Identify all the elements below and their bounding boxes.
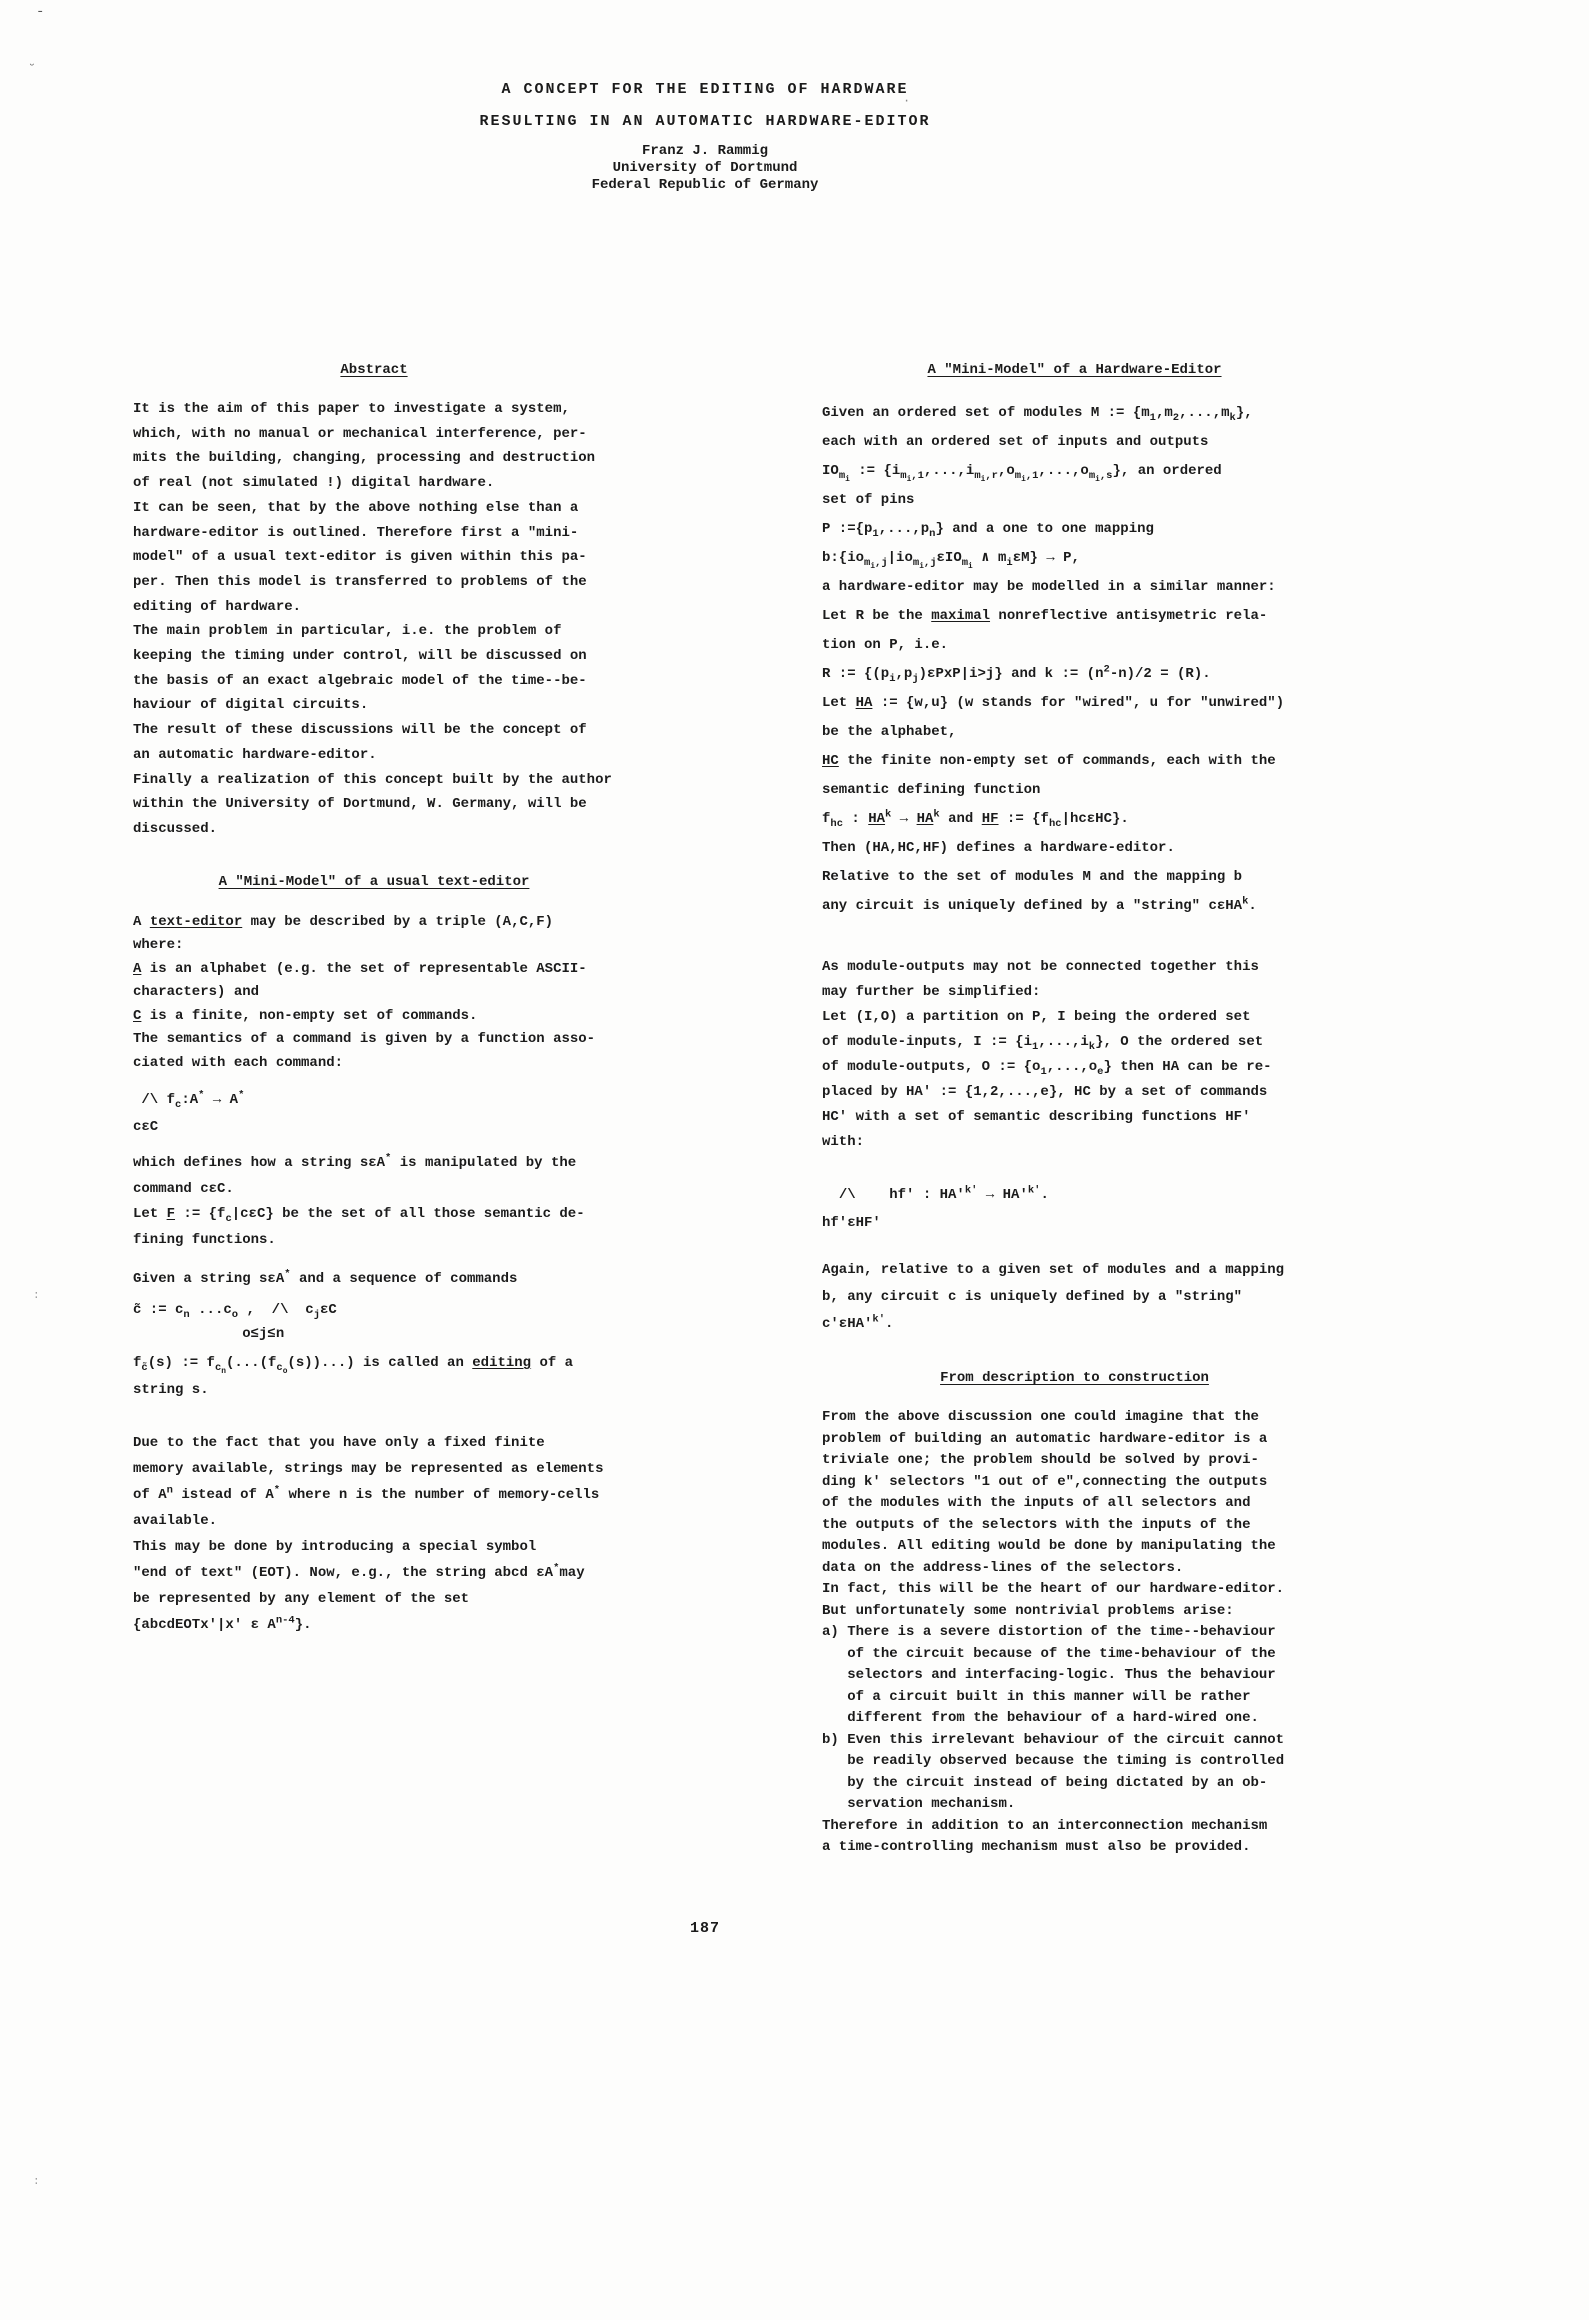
simplification-text: As module-outputs may not be connected together this may further be simplified: Let (I,O) a partition on P, I being the ordered set of module-inputs, I := $\{i_1,...,i_k\}$, O the ordered set of module-outputs, O := $\{o_1,...,o_e\}$ then HA can be re- placed by HA' := {1,2,...,e}, HC by a set of commands HC' with a set of semantic describing functions HF' with: xyxy=(822,959,1272,1150)
command-semantics-formula: /\ $f_c:A^* \to A^*$ cεC xyxy=(133,1089,245,1136)
abstract-heading: Abstract xyxy=(340,362,408,378)
left-column xyxy=(133,358,615,1638)
circuit-string-text: Again, relative to a given set of modules and a mapping b, any circuit c is uniquely defined by a "string" $c'\varepsilon HA'^{k'}$. xyxy=(822,1262,1285,1332)
page-number: 187 xyxy=(690,1920,721,1937)
paper-title-line2: RESULTING IN AN AUTOMATIC HARDWARE-EDITOR xyxy=(479,113,931,130)
hardware-editor-model-heading: A "Mini-Model" of a Hardware-Editor xyxy=(927,362,1222,378)
scan-artifact: - xyxy=(36,4,45,20)
author-name: Franz J. Rammig xyxy=(641,143,769,159)
string-manipulation-text: which defines how a string sεA* is manipulated by the command cεC. Let F := $\{f_c|c\varepsilon C\}$ be the set of all those semantic de- fining functions. xyxy=(133,1152,585,1248)
text-editor-model-heading: A "Mini-Model" of a usual text-editor xyxy=(218,873,530,890)
editing-definition: $f_{c̃}(s)$ := $f_{c_n}(...(f_{c_o}(s))...)$ is called an editing of a string s. xyxy=(133,1354,574,1398)
right-column xyxy=(822,358,1327,1859)
scan-artifact: · xyxy=(903,94,911,108)
memory-representation-text: Due to the fact that you have only a fixed finite memory available, strings may be represented as elements of $A^n$ istead of A* where n is the number of memory-cells available. This may be done by introducing a special symbol "end of text" (EOT). Now, e.g., the string abcd εA*may be represented by any element of the set {abcdEOTx'|x' ε $A^{n-4}$}. xyxy=(133,1434,604,1633)
affiliation-university: University of Dortmund xyxy=(612,160,798,176)
abstract-text: It is the aim of this paper to investigate a system, which, with no manual or mechanical interference, per- mits the building, changing, processing and destruction of real (not simulated !) digital hardware. It can be seen, that by the above nothing else than a hardware-editor is outlined. Therefore first a "mini- model" of a usual text-editor is given within this pa- per. Then this model is transferred to problems of the editing of hardware. The main problem in particular, i.e. the problem of keeping the timing under control, will be discussed on the basis of an exact algebraic model of the time--be- haviour of digital circuits. The result of these discussions will be the concept of an automatic hardware-editor. Finally a realization of this concept built by the author within the University of Dortmund, W. Germany, will be discussed. xyxy=(133,401,612,837)
scan-artifact: : xyxy=(33,2176,40,2188)
paper-title-line1: A CONCEPT FOR THE EDITING OF HARDWARE xyxy=(501,81,909,98)
scan-artifact: : xyxy=(33,1290,40,1302)
hardware-editor-definition: Given an ordered set of modules M := $\{m_1,m_2,...,m_k\}$, each with an ordered set of inputs and outputs $IO_{m_i}$ := $\{i_{m_i,1},...,i_{m_i,r},o_{m_i,1},...,o_{m_i,s}\}$, an ordered set of pins P $:=\{p_1,...,p_n\}$ and a one to one mapping $b:\{io_{m_i,j}|io_{m_i,j}\varepsilon IO_{m_i}$ ∧ $m_i\varepsilon M\} \to P$, a hardware-editor may be modelled in a similar manner: Let R be the maximal nonreflective antisymetric rela- tion on P, i.e. R := $\{(p_i,p_j)\varepsilon PxP|i>j\}$ and k := $(n^2-n)/2 = (R)$. Let HA := {w,u} (w stands for "wired", u for "unwired") be the alphabet, HC the finite non-empty set of commands, each with the semantic defining function $f_{hc}$ : $HA^k \to HA^k$ and HF := $\{f_{hc}|hc\varepsilon HC\}$. Then (HA,HC,HF) defines a hardware-editor. Relative to the set of modules M and the mapping b any circuit is uniquely defined by a "string" cεHA$^k$. xyxy=(822,405,1285,914)
command-sequence-formula: c̃ := $c_n$ $...c_o$ , /\ $c_j\varepsilon C$ o≤j≤n xyxy=(133,1301,337,1342)
command-sequence-text: Given a string sεA* and a sequence of commands xyxy=(133,1268,518,1288)
construction-text: From the above discussion one could imagine that the problem of building an automatic hardware-editor is a triviale one; the problem should be solved by provi- ding k' selectors "1 out of e",connecting the outputs of the modules with the inputs of all selectors and the outputs of the selectors with the inputs of the modules. All editing would be done by manipulating the data on the address-lines of the selectors. In fact, this will be the heart of our hardware-editor. But unfortunately some nontrivial problems arise: a) There is a severe distortion of the time--behaviour of the circuit because of the time-behaviour of the selectors and interfacing-logic. Thus the behaviour of a circuit built in this manner will be rather different from the behaviour of a hard-wired one. b) Even this irrelevant behaviour of the circuit cannot be readily observed because the timing is controlled by the circuit instead of being dictated by an ob- servation mechanism. Therefore in addition to an interconnection mechanism a time-controlling mechanism must also be provided. xyxy=(822,1409,1285,1855)
construction-heading: From description to construction xyxy=(940,1370,1209,1386)
affiliation-country: Federal Republic of Germany xyxy=(591,177,819,193)
hf-formula: /\ hf' : $HA'^{k'} \to HA'^{k'}$. hf'εHF' xyxy=(822,1184,1049,1231)
text-editor-definition: A text-editor may be described by a triple (A,C,F) where: A is an alphabet (e.g. the set of representable ASCII- characters) and C is a finite, non-empty set of commands. The semantics of a command is given by a function asso- ciated with each command: xyxy=(133,913,596,1071)
scan-artifact: ˘ xyxy=(28,62,36,77)
paper-header xyxy=(90,80,1320,194)
